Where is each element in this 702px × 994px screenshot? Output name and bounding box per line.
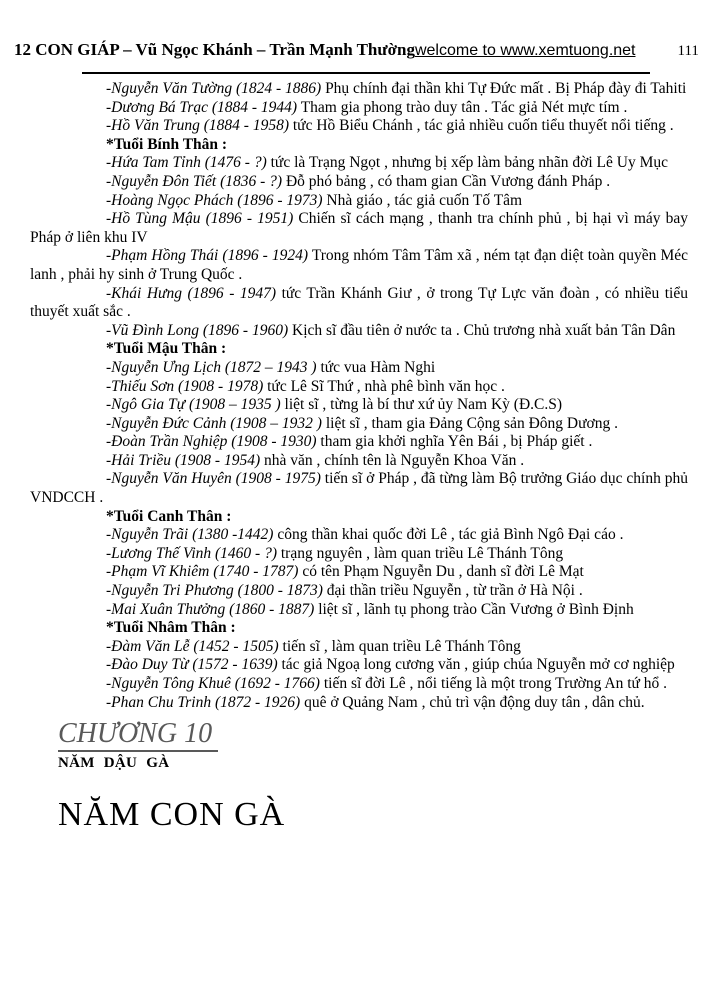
person-name-dates: -Dương Bá Trạc (1884 - 1944) [106,98,298,116]
person-entry [30,154,688,173]
person-name-dates: -Ngô Gia Tự (1908 – 1935 ) [106,396,281,414]
person-entry [30,285,688,322]
person-entry [30,470,688,507]
person-entry [30,638,688,657]
person-description: tiến sĩ ở Pháp , đã từng làm Bộ trưởng Giáo dục chính phủ VNDCCH . [30,470,688,507]
person-name-dates: -Nguyễn Ưng Lịch (1872 – 1943 ) [106,358,317,376]
person-description: Trong nhóm Tâm Tâm xã , ném tạt đạn diệt toàn quyền Méc lanh , phải hy sinh ở Trung Quốc . [30,247,688,283]
person-entry [30,378,688,397]
person-entry [30,694,688,713]
zodiac-section-label: *Tuổi Nhâm Thân : [106,619,236,637]
person-entry [30,359,688,378]
person-name-dates: -Nguyễn Đức Cảnh (1908 – 1932 ) [106,414,322,432]
person-description: tác giả Ngoạ long cương văn , giúp chúa Nguyễn mở cơ nghiệp [277,656,675,674]
person-name-dates: -Phan Chu Trinh (1872 - 1926) [106,693,301,711]
person-description: Phụ chính đại thần khi Tự Đức mất . Bị Pháp đày đi Tahiti [321,80,687,97]
person-name-dates: -Đào Duy Từ (1572 - 1639) [106,656,278,674]
person-description: Tham gia phong trào duy tân . Tác giả Nét mực tím . [297,98,628,116]
person-entry [30,675,688,694]
zodiac-section-label: *Tuổi Mậu Thân : [106,340,227,358]
person-name-dates: -Lương Thế Vinh (1460 - ?) [106,544,277,562]
person-description: liệt sĩ , từng là bí thư xứ ủy Nam Kỳ (Đ.C.S) [280,396,563,414]
site-link[interactable]: welcome to www.xemtuong.net [414,42,636,59]
person-description: trạng nguyên , làm quan triều Lê Thánh Tông [277,544,564,562]
person-description: tức là Trạng Ngọt , nhưng bị xếp làm bảng nhãn đời Lê Uy Mục [266,154,669,172]
person-description: liệt sĩ , lãnh tụ phong trào Cần Vương ở Bình Định [314,600,634,618]
person-entry [30,545,688,564]
person-description: liệt sĩ , tham gia Đảng Cộng sản Đông Dương . [321,414,618,432]
zodiac-section-label: *Tuổi Canh Thân : [106,507,232,525]
person-name-dates: -Phạm Hồng Thái (1896 - 1924) [106,247,309,265]
person-name-dates: -Hồ Văn Trung (1884 - 1958) [106,117,289,135]
person-description: tức Hồ Biểu Chánh , tác giả nhiều cuốn tiểu thuyết nổi tiếng . [288,117,674,135]
zodiac-section-label: *Tuổi Bính Thân : [106,135,228,153]
person-description: công thần khai quốc đời Lê , tác giả Bình Ngô Đại cáo . [273,526,624,544]
person-description: Nhà giáo , tác giả cuốn Tố Tâm [322,191,523,209]
person-description: quê ở Quảng Nam , chủ trì vận động duy tân , dân chủ. [300,693,645,711]
page-number: 111 [677,43,699,59]
person-name-dates: -Đoàn Trần Nghiệp (1908 - 1930) [106,433,317,451]
person-name-dates: -Thiếu Sơn (1908 - 1978) [106,377,264,395]
person-entry [30,433,688,452]
chapter-block [58,718,688,834]
person-entry [30,192,688,211]
person-description: tiến sĩ , làm quan triều Lê Thánh Tông [278,637,521,655]
person-description: Chiến sĩ cách mạng , thanh tra chính phủ , bị hại vì máy bay Pháp ở liên khu IV [30,210,688,246]
zodiac-section-heading [30,340,688,359]
person-name-dates: -Phạm Vĩ Khiêm (1740 - 1787) [106,563,299,581]
person-name-dates: -Nguyễn Văn Huyên (1908 - 1975) [106,470,321,488]
person-entry [30,601,688,620]
person-description: tham gia khởi nghĩa Yên Bái , bị Pháp giết . [316,433,593,451]
person-entry [30,173,688,192]
book-title: 12 CON GIÁP – Vũ Ngọc Khánh – Trần Mạnh Thường [14,40,415,59]
person-entry [30,526,688,545]
person-entry [30,247,688,284]
person-name-dates: -Nguyễn Tri Phương (1800 - 1873) [106,582,323,600]
person-name-dates: -Vũ Đình Long (1896 - 1960) [106,321,289,339]
person-description: Đỗ phó bảng , có tham gian Cần Vương đánh Pháp . [282,172,611,190]
zodiac-section-heading [30,619,688,638]
person-name-dates: -Nguyễn Văn Tường (1824 - 1886) [106,80,322,97]
person-name-dates: -Khái Hưng (1896 - 1947) [106,284,277,302]
person-entry [30,117,688,136]
person-name-dates: -Hồ Tùng Mậu (1896 - 1951) [106,210,294,228]
person-name-dates: -Hoàng Ngọc Phách (1896 - 1973) [106,191,323,209]
person-description: tức Lê Sĩ Thứ , nhà phê bình văn học . [263,377,505,395]
person-entry [30,582,688,601]
person-name-dates: -Đàm Văn Lễ (1452 - 1505) [106,637,279,655]
person-name-dates: -Nguyễn Trãi (1380 -1442) [106,526,274,544]
person-entry [30,563,688,582]
person-name-dates: -Hải Triều (1908 - 1954) [106,451,261,469]
person-entry [30,99,688,118]
person-description: đại thần triều Nguyễn , từ trần ở Hà Nội . [322,582,583,600]
person-description: Kịch sĩ đầu tiên ở nước ta . Chủ trương nhà xuất bản Tân Dân [288,321,676,339]
person-name-dates: -Hứa Tam Tỉnh (1476 - ?) [106,154,267,172]
chapter-title: CHƯƠNG 10 [58,718,218,752]
person-description: có tên Phạm Nguyễn Du , danh sĩ đời Lê Mạt [298,563,584,581]
zodiac-section-heading [30,508,688,527]
person-entry [30,396,688,415]
person-entry [30,452,688,471]
entries [0,80,702,834]
person-entry [30,80,688,99]
person-entry [30,322,688,341]
person-name-dates: -Nguyễn Tông Khuê (1692 - 1766) [106,675,320,692]
person-entry [30,656,688,675]
person-description: nhà văn , chính tên là Nguyễn Khoa Văn . [260,451,525,469]
person-description: tức vua Hàm Nghi [316,358,436,376]
person-entry [30,415,688,434]
zodiac-section-heading [30,136,688,155]
person-name-dates: -Nguyễn Đôn Tiết (1836 - ?) [106,172,283,190]
person-description: tiến sĩ đời Lê , nổi tiếng là một trong Trường An tứ hổ . [319,675,668,692]
person-entry [30,210,688,247]
person-description: tức Trần Khánh Giư , ở trong Tự Lực văn đoàn , có nhiều tiểu thuyết xuất sắc . [30,284,688,321]
person-name-dates: -Mai Xuân Thưởng (1860 - 1887) [106,600,315,618]
running-header [14,40,699,60]
chapter-main-heading: NĂM CON GÀ [58,796,286,834]
header-divider [82,72,650,74]
chapter-subtitle: NĂM DẬU GÀ [58,755,170,772]
